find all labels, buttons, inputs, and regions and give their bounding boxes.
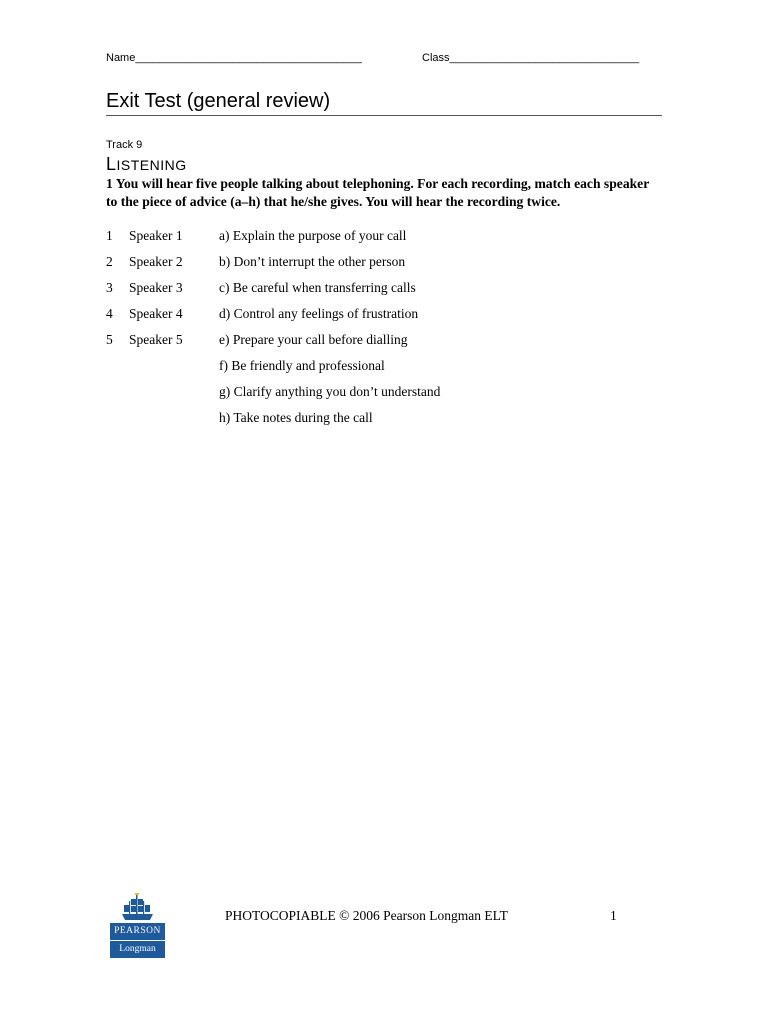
advice-option-h: h) Take notes during the call — [219, 410, 373, 425]
advice-option-c: c) Be careful when transferring calls — [219, 280, 416, 295]
page-title: Exit Test (general review) — [106, 90, 662, 116]
speaker-number-2: 2 — [106, 254, 113, 269]
instructions: 1 You will hear five people talking about telephoning. For each recording, match each speaker to the piece of advice (a–h) that he/she gives. You will hear the recording twice. — [106, 176, 649, 209]
advice-option-a: a) Explain the purpose of your call — [219, 228, 407, 243]
speaker-number-4: 4 — [106, 306, 113, 321]
logo-longman-text: Longman — [110, 941, 165, 958]
speaker-number-3: 3 — [106, 280, 113, 295]
section-heading — [106, 154, 187, 175]
advice-option-d: d) Control any feelings of frustration — [219, 306, 419, 321]
speaker-label-5: Speaker 5 — [129, 332, 183, 347]
speaker-label-1: Speaker 1 — [129, 228, 183, 243]
advice-option-e: e) Prepare your call before dialling — [219, 332, 408, 347]
track-label: Track 9 — [106, 139, 143, 151]
name-field-label: Name_____________________________________ — [106, 52, 362, 64]
page-number: 1 — [610, 908, 617, 923]
speaker-label-4: Speaker 4 — [129, 306, 183, 321]
speaker-label-2: Speaker 2 — [129, 254, 183, 269]
class-field-label: Class_______________________________ — [422, 52, 640, 64]
section-heading-rest: ISTENING — [116, 157, 187, 173]
pearson-longman-logo — [110, 893, 165, 957]
speaker-number-1: 1 — [106, 228, 113, 243]
footer-copyright: PHOTOCOPIABLE © 2006 Pearson Longman ELT — [225, 908, 508, 923]
logo-pearson-text: PEARSON — [110, 923, 165, 941]
speaker-label-3: Speaker 3 — [129, 280, 183, 295]
advice-option-f: f) Be friendly and professional — [219, 358, 385, 373]
section-heading-initial: L — [106, 154, 117, 174]
advice-option-g: g) Clarify anything you don’t understand — [219, 384, 441, 399]
ship-icon — [110, 893, 165, 923]
speaker-number-5: 5 — [106, 332, 113, 347]
advice-option-b: b) Don’t interrupt the other person — [219, 254, 406, 269]
